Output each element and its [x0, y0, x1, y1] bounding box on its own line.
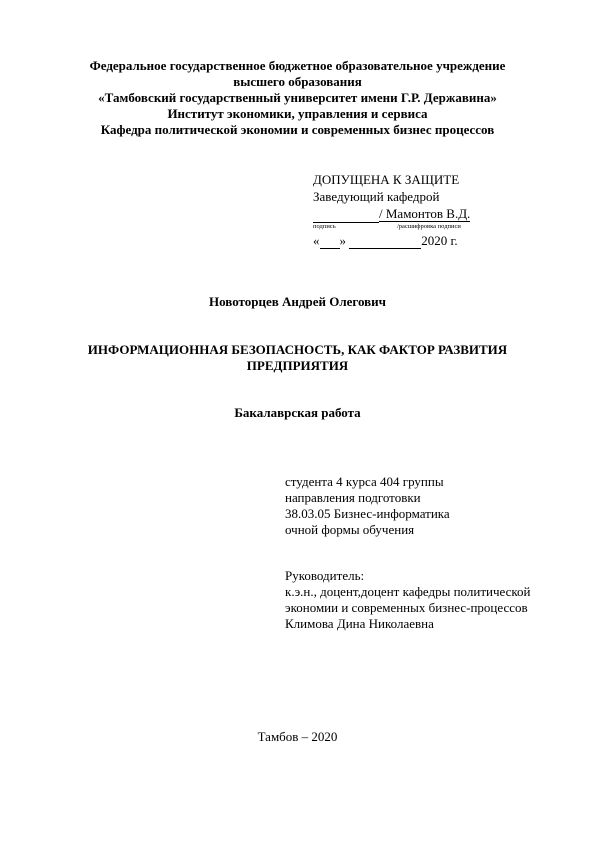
supervisor-label: Руководитель:	[285, 568, 365, 583]
header-line-4: Институт экономики, управления и сервиса	[167, 106, 428, 121]
student-line-3: 38.03.05 Бизнес-информатика	[285, 506, 450, 521]
student-line-1: студента 4 курса 404 группы	[285, 474, 444, 489]
date-day-line	[320, 237, 340, 249]
supervisor-info	[285, 568, 530, 632]
city-year: Тамбов – 2020	[257, 729, 338, 744]
supervisor-line-1: к.э.н., доцент,доцент кафедры политической	[285, 584, 531, 599]
thesis-title-line-1: ИНФОРМАЦИОННАЯ БЕЗОПАСНОСТЬ, КАК ФАКТОР РАЗВИТИЯ	[87, 342, 508, 357]
signature-name: / Мамонтов В.Д.	[379, 206, 471, 221]
student-info	[285, 474, 450, 538]
header-line-1: Федеральное государственное бюджетное образовательное учреждение	[89, 58, 506, 73]
thesis-title-line-2: ПРЕДПРИЯТИЯ	[246, 358, 349, 373]
student-line-4: очной формы обучения	[285, 522, 415, 537]
caption-signature: подпись	[313, 223, 336, 230]
header-line-3: «Тамбовский государственный университет имени Г.Р. Державина»	[98, 90, 497, 105]
approval-role: Заведующий кафедрой	[313, 189, 440, 204]
institution-header	[0, 58, 595, 138]
caption-decoding: /расшифровка подписи	[397, 223, 461, 230]
signature-line	[313, 211, 379, 223]
approval-signature-row	[313, 205, 470, 223]
date-open-quote: «	[313, 233, 320, 248]
header-line-5: Кафедра политической экономии и современных бизнес процессов	[100, 122, 495, 137]
header-line-2: высшего образования	[233, 74, 362, 89]
date-month-line	[349, 237, 421, 249]
approval-block	[313, 171, 470, 249]
thesis-title	[0, 342, 595, 374]
student-line-2: направления подготовки	[285, 490, 421, 505]
supervisor-line-3: Климова Дина Николаевна	[285, 616, 434, 631]
work-type: Бакалаврская работа	[234, 405, 361, 420]
date-close-quote: »	[339, 233, 346, 248]
approval-title: ДОПУЩЕНА К ЗАЩИТЕ	[313, 172, 460, 187]
date-year: 2020 г.	[421, 233, 458, 248]
approval-date-row	[313, 232, 470, 249]
signature-captions	[313, 223, 470, 232]
author-name: Новоторцев Андрей Олегович	[209, 294, 386, 309]
supervisor-line-2: экономии и современных бизнес-процессов	[285, 600, 528, 615]
